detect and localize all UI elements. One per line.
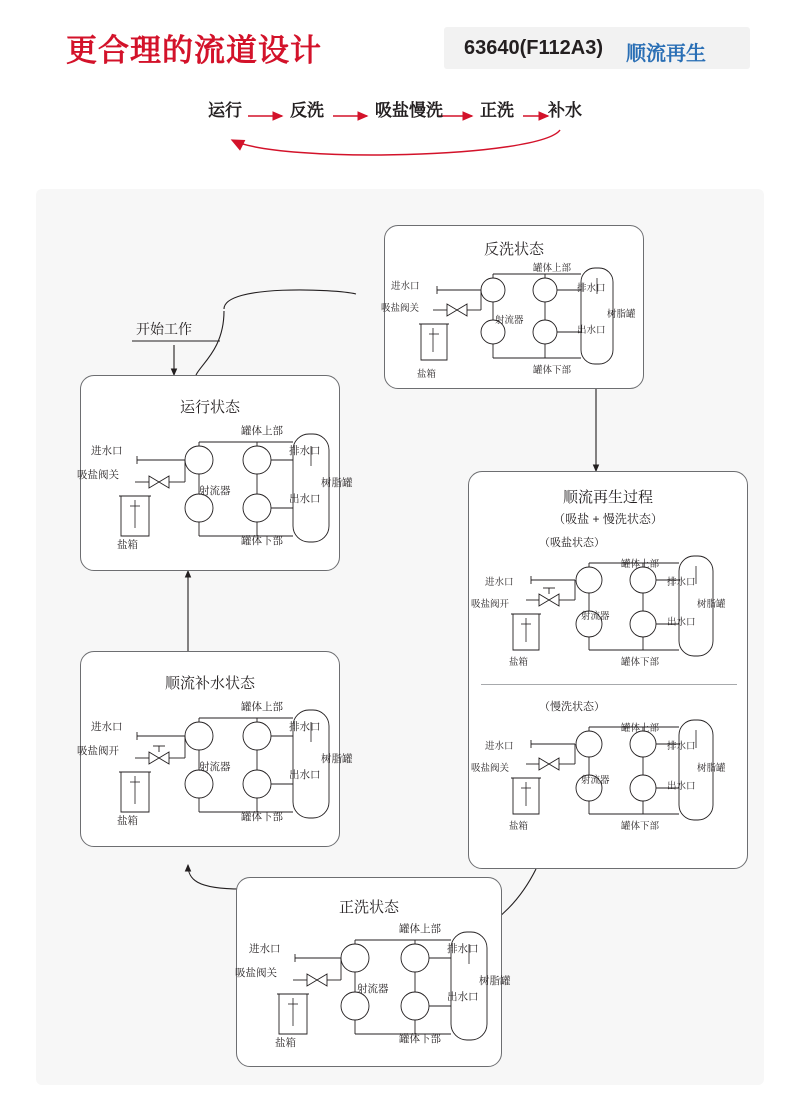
label-resin-tank-refill: 树脂罐	[321, 753, 353, 765]
label-tank-bottom-slow-rinse: 罐体下部	[621, 821, 660, 832]
label-ejector-service: 射流器	[199, 485, 231, 497]
flow-step-1: 反洗	[290, 101, 324, 120]
state-title-regeneration: 顺流再生过程	[562, 489, 653, 506]
label-outlet-service: 出水口	[289, 493, 321, 505]
label-resin-tank-brine-draw: 树脂罐	[697, 599, 726, 610]
label-suction-valve-refill: 吸盐阀开	[77, 745, 119, 757]
state-title-service: 运行状态	[179, 399, 240, 416]
label-brine-tank-slow-rinse: 盐箱	[509, 821, 529, 832]
state-box-fast-rinse[interactable]	[235, 877, 511, 1067]
diagram-panel	[36, 189, 764, 1085]
label-outlet-fast-rinse: 出水口	[447, 991, 479, 1003]
label-tank-top-service: 罐体上部	[241, 425, 283, 437]
label-inlet-backwash: 进水口	[391, 281, 420, 292]
state-subtitle-regeneration: （吸盐 + 慢洗状态）	[553, 512, 663, 526]
label-tank-top-slow-rinse: 罐体上部	[621, 723, 660, 734]
label-tank-bottom-refill: 罐体下部	[241, 811, 283, 823]
flow-step-0: 运行	[208, 101, 242, 120]
model-badge	[444, 27, 750, 69]
flow-step-3: 正洗	[480, 101, 514, 120]
label-brine-tank-brine-draw: 盐箱	[509, 657, 529, 668]
label-inlet-service: 进水口	[91, 445, 123, 457]
flow-sequence	[0, 96, 800, 181]
label-brine-tank-backwash: 盐箱	[417, 369, 437, 380]
label-inlet-slow-rinse: 进水口	[485, 741, 514, 752]
flow-step-2: 吸盐慢洗	[375, 101, 443, 120]
start-work-underline	[132, 339, 222, 343]
label-drain-brine-draw: 排水口	[667, 577, 696, 588]
label-brine-tank-fast-rinse: 盐箱	[275, 1037, 296, 1049]
label-drain-service: 排水口	[289, 445, 321, 457]
label-drain-fast-rinse: 排水口	[447, 943, 479, 955]
label-tank-top-fast-rinse: 罐体上部	[399, 923, 441, 935]
state-title-refill: 顺流补水状态	[164, 675, 255, 692]
label-drain-refill: 排水口	[289, 721, 321, 733]
state-title-fast-rinse: 正洗状态	[338, 899, 399, 916]
label-ejector-refill: 射流器	[199, 761, 231, 773]
label-outlet-slow-rinse: 出水口	[667, 781, 696, 792]
label-outlet-backwash: 出水口	[577, 325, 606, 336]
state-box-service[interactable]	[77, 375, 353, 571]
label-brine-tank-refill: 盐箱	[117, 815, 138, 827]
state-title-backwash: 反洗状态	[483, 241, 544, 258]
label-tank-top-brine-draw: 罐体上部	[621, 559, 660, 570]
start-work-label: 开始工作	[136, 321, 192, 337]
label-ejector-backwash: 射流器	[495, 315, 524, 326]
page-header	[0, 0, 800, 95]
label-ejector-brine-draw: 射流器	[581, 611, 610, 622]
state-box-regeneration[interactable]	[468, 471, 748, 869]
label-tank-bottom-backwash: 罐体下部	[533, 365, 572, 376]
label-brine-tank-service: 盐箱	[117, 539, 138, 551]
label-suction-valve-fast-rinse: 吸盐阀关	[235, 967, 277, 979]
state-box-refill[interactable]	[77, 651, 353, 847]
label-drain-backwash: 排水口	[577, 283, 606, 294]
label-inlet-refill: 进水口	[91, 721, 123, 733]
state-box-backwash[interactable]	[381, 225, 644, 389]
label-drain-slow-rinse: 排水口	[667, 741, 696, 752]
label-tank-bottom-service: 罐体下部	[241, 535, 283, 547]
label-resin-tank-backwash: 树脂罐	[607, 309, 636, 320]
label-suction-valve-slow-rinse: 吸盐阀关	[471, 763, 510, 774]
label-outlet-refill: 出水口	[289, 769, 321, 781]
section-label-brine-draw: （吸盐状态）	[539, 537, 605, 549]
label-tank-bottom-fast-rinse: 罐体下部	[399, 1033, 441, 1045]
section-label-slow-rinse: （慢洗状态）	[539, 701, 605, 713]
label-inlet-fast-rinse: 进水口	[249, 943, 281, 955]
label-ejector-fast-rinse: 射流器	[357, 983, 389, 995]
label-suction-valve-service: 吸盐阀关	[77, 469, 119, 481]
label-outlet-brine-draw: 出水口	[667, 617, 696, 628]
label-resin-tank-fast-rinse: 树脂罐	[479, 975, 511, 987]
label-suction-valve-brine-draw: 吸盐阀开	[471, 599, 510, 610]
label-inlet-brine-draw: 进水口	[485, 577, 514, 588]
model-regeneration-type: 顺流再生	[626, 43, 706, 65]
label-resin-tank-slow-rinse: 树脂罐	[697, 763, 726, 774]
section-divider	[481, 684, 737, 685]
model-code: 63640(F112A3)	[464, 37, 603, 59]
label-resin-tank-service: 树脂罐	[321, 477, 353, 489]
label-ejector-slow-rinse: 射流器	[581, 775, 610, 786]
page-title: 更合理的流道设计	[66, 33, 322, 68]
label-tank-top-backwash: 罐体上部	[533, 263, 572, 274]
label-suction-valve-backwash: 吸盐阀关	[381, 303, 420, 314]
label-tank-bottom-brine-draw: 罐体下部	[621, 657, 660, 668]
flow-step-4: 补水	[548, 101, 582, 120]
label-tank-top-refill: 罐体上部	[241, 701, 283, 713]
